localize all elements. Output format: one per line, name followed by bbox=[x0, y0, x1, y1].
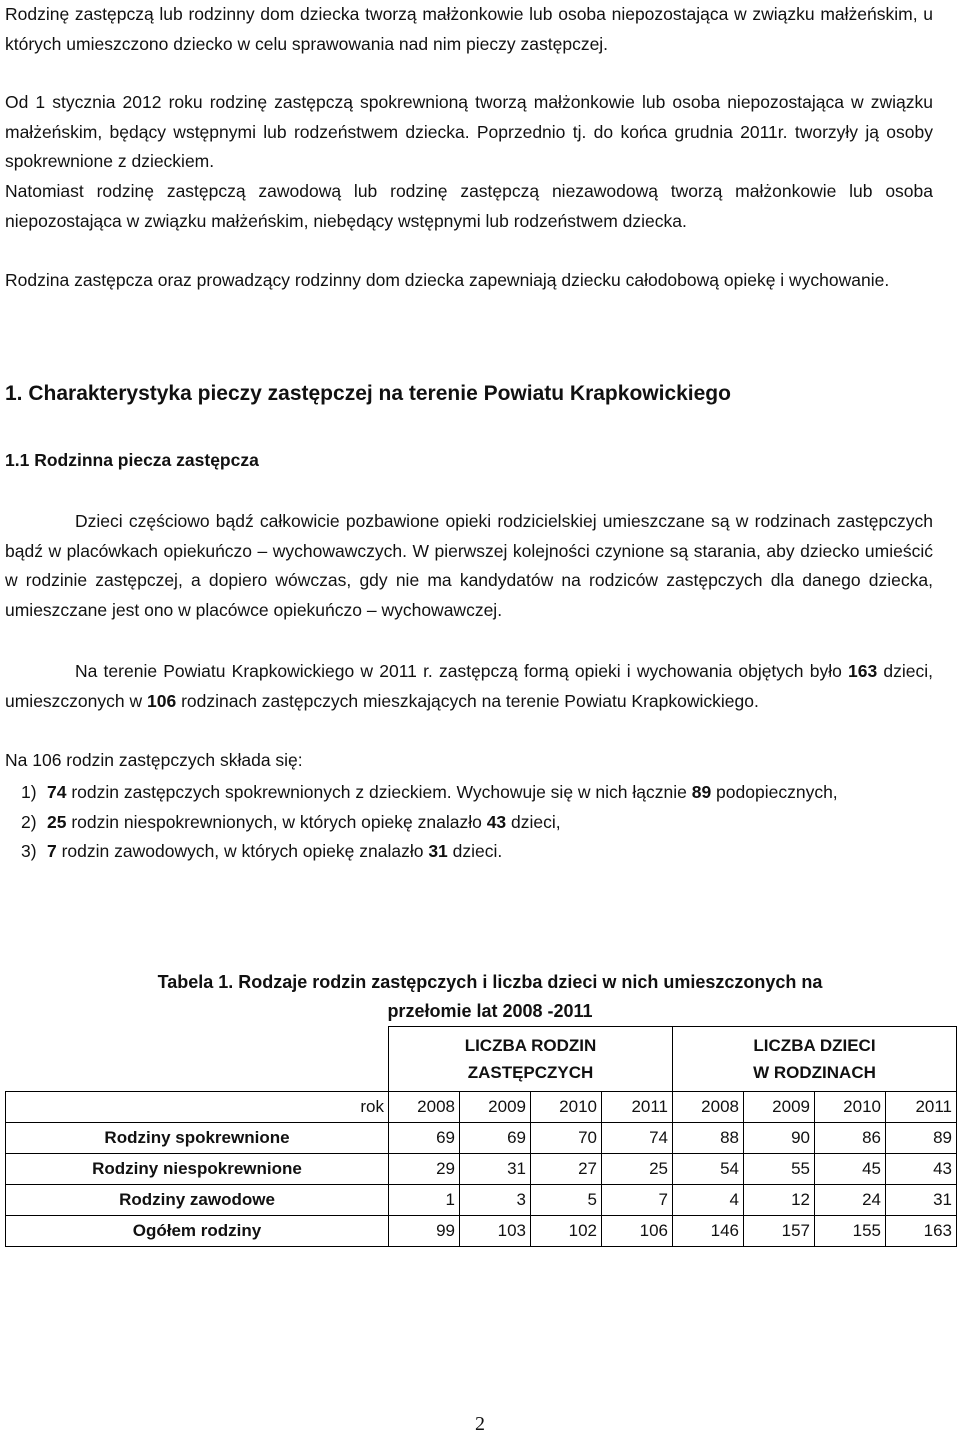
list-item-text: rodzin niespokrewnionych, w których opiekę znalazło bbox=[66, 811, 487, 832]
body-paragraph-3: Na 106 rodzin zastępczych składa się: bbox=[5, 750, 303, 770]
table-cell: 69 bbox=[460, 1123, 531, 1154]
list-item-tail: dzieci, bbox=[506, 811, 561, 832]
page-number: 2 bbox=[475, 1413, 485, 1435]
table-header-row bbox=[6, 1027, 957, 1092]
list-item-count: 25 bbox=[47, 811, 67, 832]
table-cell: 146 bbox=[673, 1216, 744, 1247]
list-item-children: 43 bbox=[486, 811, 507, 832]
body-paragraph-2-text-a: Na terenie Powiatu Krapkowickiego w 2011 r. zastępczą formą opieki i wychowania objętych było bbox=[75, 661, 848, 681]
table-row bbox=[6, 1216, 957, 1247]
table-cell: 7 bbox=[602, 1185, 673, 1216]
table-cell: 163 bbox=[886, 1216, 957, 1247]
list-item bbox=[5, 808, 933, 838]
table-caption-line-2: przełomie lat 2008 -2011 bbox=[387, 1001, 593, 1021]
body-paragraph-2 bbox=[5, 657, 933, 716]
list-item-count: 74 bbox=[47, 782, 67, 802]
table-cell: 29 bbox=[389, 1154, 460, 1185]
table-cell: 155 bbox=[815, 1216, 886, 1247]
families-count: 106 bbox=[147, 690, 177, 711]
list-item-tail: dzieci. bbox=[447, 841, 503, 861]
table-caption-line-1: Tabela 1. Rodzaje rodzin zastępczych i liczba dzieci w nich umieszczonych na bbox=[157, 972, 823, 992]
table-cell: 25 bbox=[602, 1154, 673, 1185]
list-item-count: 7 bbox=[47, 841, 57, 861]
row-label: Rodziny niespokrewnione bbox=[6, 1154, 389, 1185]
table-row bbox=[6, 1123, 957, 1154]
table-row bbox=[6, 1154, 957, 1185]
table-cell: 74 bbox=[602, 1123, 673, 1154]
table-cell: 103 bbox=[460, 1216, 531, 1247]
table-cell: 86 bbox=[815, 1123, 886, 1154]
table-cell: 88 bbox=[673, 1123, 744, 1154]
table-cell: 27 bbox=[531, 1154, 602, 1185]
intro-paragraph-4: Rodzina zastępcza oraz prowadzący rodzinny dom dziecka zapewniają dziecku całodobową opiekę i wychowanie. bbox=[5, 270, 890, 290]
list-item-number: 2) bbox=[21, 811, 37, 832]
list-item-text: rodzin zawodowych, w których opiekę znalazło bbox=[56, 841, 429, 861]
table-cell: 43 bbox=[886, 1154, 957, 1185]
children-count: 163 bbox=[848, 661, 878, 681]
table-cell: 102 bbox=[531, 1216, 602, 1247]
year-cell: 2010 bbox=[815, 1092, 886, 1123]
family-breakdown-list bbox=[5, 778, 933, 867]
list-item bbox=[5, 837, 933, 867]
row-label: Ogółem rodziny bbox=[6, 1216, 389, 1247]
table-cell: 1 bbox=[389, 1185, 460, 1216]
section-title: 1. Charakterystyka pieczy zastępczej na terenie Powiatu Krapkowickiego bbox=[5, 382, 731, 405]
table-caption bbox=[60, 968, 920, 1026]
table-cell: 31 bbox=[460, 1154, 531, 1185]
table-cell: 90 bbox=[744, 1123, 815, 1154]
header-families-count bbox=[389, 1027, 673, 1092]
table-cell: 99 bbox=[389, 1216, 460, 1247]
header-children-line-1: LICZBA DZIECI bbox=[753, 1036, 876, 1055]
table-cell: 157 bbox=[744, 1216, 815, 1247]
table-cell: 3 bbox=[460, 1185, 531, 1216]
year-label-cell: rok bbox=[6, 1092, 389, 1123]
list-item-number: 3) bbox=[21, 841, 37, 861]
intro-paragraph-3: Natomiast rodzinę zastępczą zawodową lub rodzinę zastępczą niezawodową tworzą małżonkowie lub osoba niepozostająca w związku małżeńskim, niebędący wstępnymi lub rodzeństwem dziecka. bbox=[5, 181, 933, 231]
body-paragraph-1: Dzieci częściowo bądź całkowicie pozbawione opieki rodzicielskiej umieszczane są w rodzinach zastępczych bądź w placówkach opiekuńczo – wychowawczych. W pierwszej kolejności czynione są starania, aby dziecko umieścić w rodzinie zastępczej, a dopiero wówczas, gdy nie ma kandydatów na rodziców zastępczych dla danego dziecka, umieszczane jest ono w placówce opiekuńczo – wychowawczej. bbox=[5, 511, 933, 620]
row-label: Rodziny zawodowe bbox=[6, 1185, 389, 1216]
table-cell: 54 bbox=[673, 1154, 744, 1185]
row-label: Rodziny spokrewnione bbox=[6, 1123, 389, 1154]
list-item-text: rodzin zastępczych spokrewnionych z dzieckiem. Wychowuje się w nich łącznie bbox=[66, 782, 692, 802]
table-cell: 5 bbox=[531, 1185, 602, 1216]
year-cell: 2011 bbox=[886, 1092, 957, 1123]
intro-paragraph-1: Rodzinę zastępczą lub rodzinny dom dziecka tworzą małżonkowie lub osoba niepozostająca w związku małżeńskim, u których umieszczono dziecko w celu sprawowania nad nim pieczy zastępczej. bbox=[5, 4, 933, 54]
table-cell: 70 bbox=[531, 1123, 602, 1154]
list-item-number: 1) bbox=[21, 782, 37, 802]
header-children-count bbox=[673, 1027, 957, 1092]
year-cell: 2010 bbox=[531, 1092, 602, 1123]
table-cell: 12 bbox=[744, 1185, 815, 1216]
table-corner-cell bbox=[6, 1027, 389, 1092]
body-paragraph-2-text-c: rodzinach zastępczych mieszkających na terenie Powiatu Krapkowickiego. bbox=[176, 690, 759, 711]
table-year-row bbox=[6, 1092, 957, 1123]
year-cell: 2008 bbox=[389, 1092, 460, 1123]
list-item bbox=[5, 778, 933, 808]
table-cell: 4 bbox=[673, 1185, 744, 1216]
year-cell: 2011 bbox=[602, 1092, 673, 1123]
header-children-line-2: W RODZINACH bbox=[753, 1063, 876, 1082]
list-item-children: 31 bbox=[428, 841, 448, 861]
table-cell: 69 bbox=[389, 1123, 460, 1154]
table-cell: 89 bbox=[886, 1123, 957, 1154]
list-item-tail: podopiecznych, bbox=[711, 782, 838, 802]
table-cell: 24 bbox=[815, 1185, 886, 1216]
year-cell: 2009 bbox=[744, 1092, 815, 1123]
foster-families-table bbox=[5, 1026, 957, 1247]
year-cell: 2009 bbox=[460, 1092, 531, 1123]
body-paragraph-2-text-b: dzieci, umieszczonych w bbox=[5, 661, 933, 711]
table-cell: 106 bbox=[602, 1216, 673, 1247]
header-families-line-2: ZASTĘPCZYCH bbox=[467, 1063, 594, 1082]
subsection-title: 1.1 Rodzinna piecza zastępcza bbox=[5, 450, 259, 470]
year-cell: 2008 bbox=[673, 1092, 744, 1123]
table-cell: 45 bbox=[815, 1154, 886, 1185]
list-item-children: 89 bbox=[691, 782, 712, 802]
table-row bbox=[6, 1185, 957, 1216]
table-cell: 55 bbox=[744, 1154, 815, 1185]
table-cell: 31 bbox=[886, 1185, 957, 1216]
header-families-line-1: LICZBA RODZIN bbox=[464, 1036, 597, 1055]
intro-paragraph-2: Od 1 stycznia 2012 roku rodzinę zastępczą spokrewnioną tworzą małżonkowie lub osoba niepozostająca w związku małżeńskim, będący wstępnymi lub rodzeństwem dziecka. Poprzednio tj. do końca grudnia 2011r. tworzyły ją osoby spokrewnione z dzieckiem. bbox=[5, 92, 933, 171]
